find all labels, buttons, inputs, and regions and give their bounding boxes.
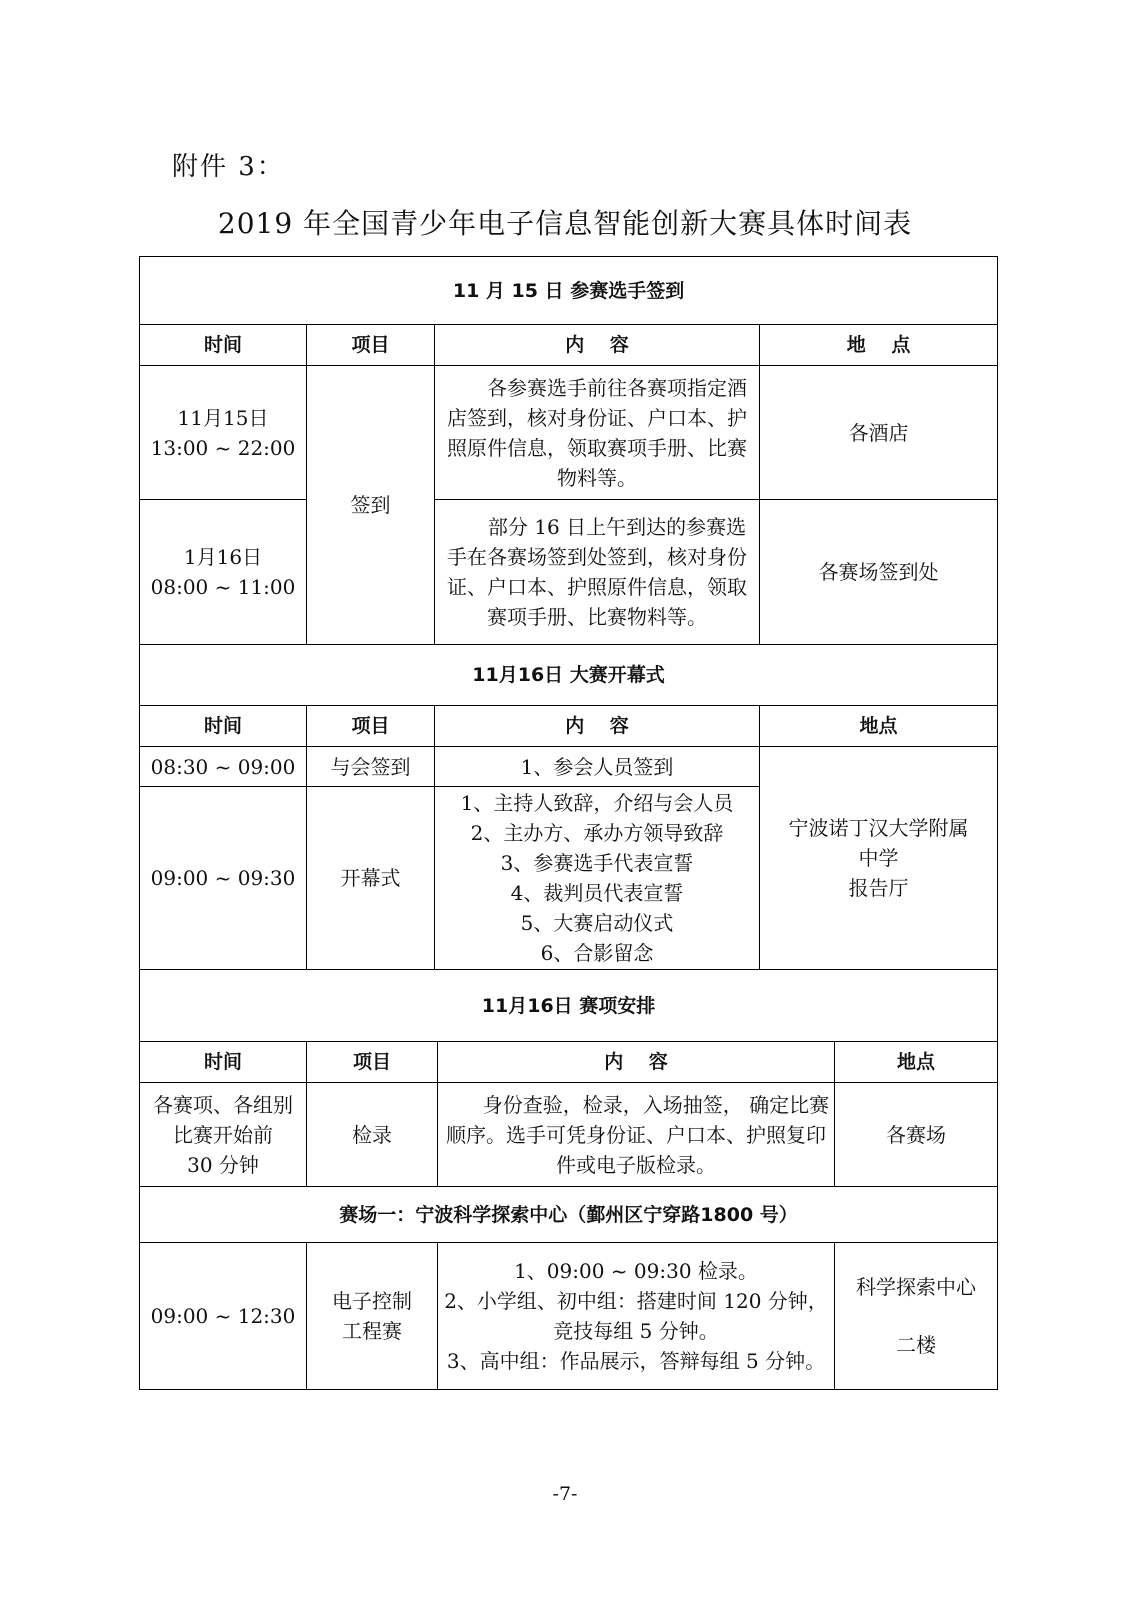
item-text: 电子控制 — [332, 1289, 412, 1313]
venue-heading-row — [140, 1187, 998, 1243]
column-header: 时间 — [140, 1042, 307, 1083]
content-line: 1、09:00 ~ 09:30 检录。 — [514, 1259, 758, 1283]
content-line: 6、合影留念 — [540, 941, 654, 965]
column-header: 地 点 — [760, 325, 998, 366]
item-cell: 签到 — [307, 366, 435, 645]
item-cell: 与会签到 — [307, 747, 435, 787]
content-line: 2、主办方、承办方领导致辞 — [470, 821, 724, 845]
content-line: 3、参赛选手代表宣誓 — [500, 851, 694, 875]
content-cell — [435, 747, 760, 787]
page-number: -7- — [552, 1483, 578, 1505]
column-header: 项目 — [307, 706, 435, 747]
column-header: 地点 — [835, 1042, 998, 1083]
item-cell — [307, 1243, 438, 1390]
time-cell — [140, 1083, 307, 1187]
attachment-label: 附件 3： — [172, 152, 285, 182]
time-text: 13:00 ~ 22:00 — [150, 435, 296, 460]
schedule-table — [139, 256, 998, 1390]
content-cell: 各参赛选手前往各赛项指定酒店签到，核对身份证、户口本、护照原件信息，领取赛项手册、比赛物料等。 — [435, 366, 760, 500]
column-header: 内 容 — [435, 706, 760, 747]
section-heading-row — [140, 257, 998, 325]
column-header: 项目 — [307, 325, 435, 366]
content-line: 4、裁判员代表宣誓 — [510, 881, 684, 905]
table-row — [140, 1083, 998, 1187]
time-cell: 09:00 ~ 09:30 — [140, 787, 307, 970]
time-text: 30 分钟 — [187, 1152, 259, 1177]
section-heading: 11月16日 赛项安排 — [140, 970, 998, 1042]
item-cell: 检录 — [307, 1083, 438, 1187]
content-line: 3、高中组：作品展示，答辩每组 5 分钟。 — [446, 1349, 826, 1373]
content-cell: 部分 16 日上午到达的参赛选手在各赛场签到处签到，核对身份证、户口本、护照原件信息，领取赛项手册、比赛物料等。 — [435, 500, 760, 645]
content-cell — [438, 1243, 835, 1390]
time-text: 08:00 ~ 11:00 — [150, 575, 296, 599]
column-header-row — [140, 325, 998, 366]
time-cell — [140, 366, 307, 500]
document-title: 2019 年全国青少年电子信息智能创新大赛具体时间表 — [217, 207, 913, 240]
time-cell: 08:30 ~ 09:00 — [140, 747, 307, 787]
place-cell: 各赛场签到处 — [760, 500, 998, 645]
time-text: 比赛开始前 — [173, 1122, 273, 1147]
section-heading-row — [140, 970, 998, 1042]
column-header: 时间 — [140, 325, 307, 366]
content-line: 1、参会人员签到 — [520, 754, 674, 779]
column-header: 地点 — [760, 706, 998, 747]
column-header-row — [140, 706, 998, 747]
time-text: 11月15日 — [177, 405, 269, 430]
item-cell: 开幕式 — [307, 787, 435, 970]
time-cell: 09:00 ~ 12:30 — [140, 1243, 307, 1390]
table-row — [140, 747, 998, 787]
section-heading: 11 月 15 日 参赛选手签到 — [140, 257, 998, 325]
time-cell — [140, 500, 307, 645]
place-text: 二楼 — [896, 1333, 937, 1357]
table-row — [140, 366, 998, 500]
place-cell: 各酒店 — [760, 366, 998, 500]
content-line: 1、主持人致辞，介绍与会人员 — [460, 791, 734, 815]
table-row — [140, 500, 998, 645]
column-header: 内 容 — [435, 325, 760, 366]
section-heading-row — [140, 645, 998, 706]
table-row — [140, 1243, 998, 1390]
place-text: 中学 — [858, 846, 899, 870]
content-cell: 身份查验，检录，入场抽签， 确定比赛顺序。选手可凭身份证、户口本、护照复印件或电子版检录。 — [438, 1083, 835, 1187]
content-line: 5、大赛启动仪式 — [520, 911, 674, 935]
place-cell — [760, 747, 998, 970]
place-text: 报告厅 — [848, 876, 909, 900]
content-cell — [435, 787, 760, 970]
item-text: 工程赛 — [342, 1319, 402, 1343]
column-header: 内 容 — [438, 1042, 835, 1083]
place-text: 宁波诺丁汉大学附属 — [788, 816, 969, 840]
time-text: 各赛项、各组别 — [153, 1092, 293, 1117]
place-text: 科学探索中心 — [856, 1275, 977, 1299]
place-cell: 各赛场 — [835, 1083, 998, 1187]
time-text: 1月16日 — [183, 545, 263, 569]
column-header-row — [140, 1042, 998, 1083]
section-heading: 11月16日 大赛开幕式 — [140, 645, 998, 706]
venue-heading: 赛场一：宁波科学探索中心（鄞州区宁穿路1800 号） — [140, 1187, 998, 1243]
place-cell — [835, 1243, 998, 1390]
column-header: 时间 — [140, 706, 307, 747]
content-line: 2、小学组、初中组：搭建时间 120 分钟，竞技每组 5 分钟。 — [444, 1289, 828, 1343]
column-header: 项目 — [307, 1042, 438, 1083]
